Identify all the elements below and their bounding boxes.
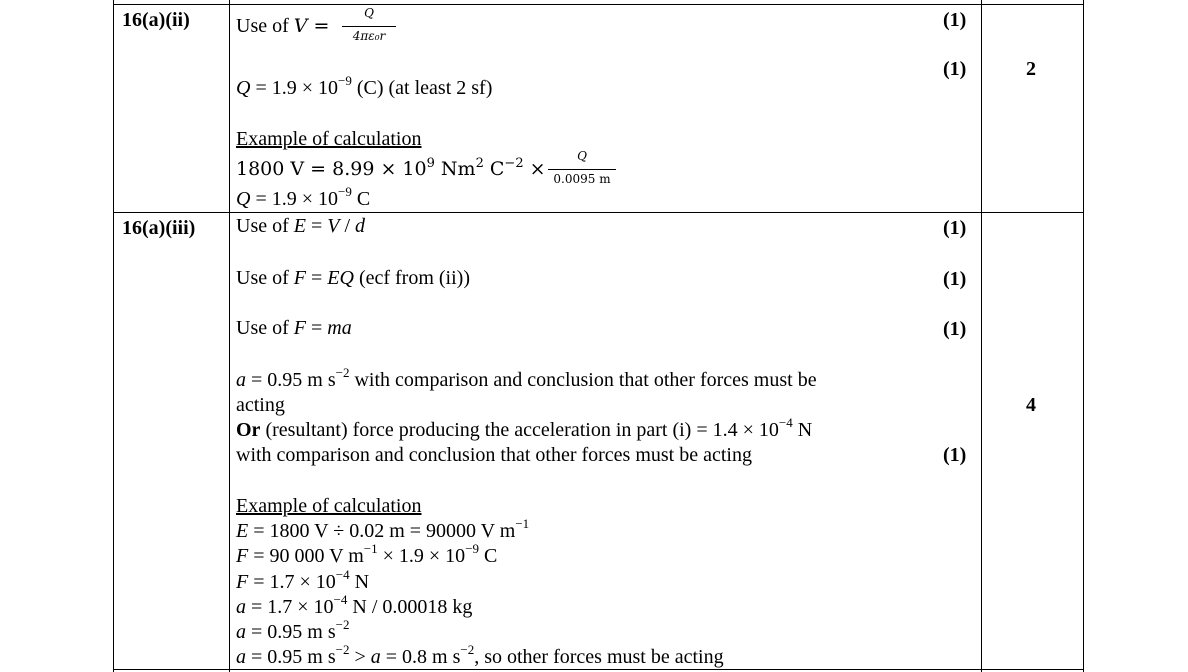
example-line-a3: a = 0.95 m $s^{-2} > a = 0.8$ m $s^{-2}$, so other forces must be acting bbox=[236, 642, 724, 668]
example-line-2: $Q = 1.9 \times 10^{-9}$ C bbox=[236, 184, 371, 210]
total-column-divider bbox=[981, 0, 982, 672]
row-divider bbox=[113, 212, 1083, 213]
answer-line-conclusion: with comparison and conclusion that other forces must be acting bbox=[236, 444, 752, 466]
question-column-divider bbox=[229, 0, 230, 672]
answer-line-use-of-f-ma: Use of F = ma bbox=[236, 317, 352, 339]
question-number: 16(a)(iii) bbox=[122, 217, 196, 239]
table-bottom-border bbox=[113, 669, 1083, 670]
total-marks: 4 bbox=[1026, 394, 1036, 416]
answer-line-acting: acting bbox=[236, 394, 285, 416]
table-top-border bbox=[113, 4, 1083, 5]
mark: (1) bbox=[943, 318, 967, 340]
example-line-1: 1800 $V = 8.99 \times 10^9$ Nm$^2$ $C^{-2}$ × bbox=[236, 155, 546, 180]
mark: (1) bbox=[943, 444, 967, 466]
mark: (1) bbox=[943, 9, 967, 31]
answer-line-acceleration: a = 0.95 m $s^{-2}$ with comparison and conclusion that other forces must be bbox=[236, 365, 817, 391]
answer-line-use-of-v: Use of V = bbox=[236, 15, 330, 37]
mark: (1) bbox=[943, 217, 967, 239]
answer-line-alternative: Or (resultant) force producing the acceleration in part $(i) = 1.4 \times 10^{-4}$ N bbox=[236, 415, 813, 441]
mark: (1) bbox=[943, 58, 967, 80]
mark: (1) bbox=[943, 268, 967, 290]
example-line-f2: $F = 1.7 \times 10^{-4}$ N bbox=[236, 567, 370, 593]
example-line-f1: F = 90 000 V $m^{-1} \times 1.9 \times 10^{-9}$ C bbox=[236, 541, 498, 567]
example-heading: Example of calculation bbox=[236, 128, 422, 150]
answer-line-use-of-f-eq: Use of F = EQ (ecf from (ii)) bbox=[236, 267, 470, 289]
example-fraction: Q 0.0095 m bbox=[548, 149, 616, 189]
total-marks: 2 bbox=[1026, 58, 1036, 80]
coulomb-fraction: Q 4πε₀r bbox=[342, 6, 396, 46]
answer-line-q-value: $Q = 1.9 \times 10^{-9}$ (C) (at least 2 sf) bbox=[236, 73, 493, 99]
answer-line-use-of-e: Use of E = V / d bbox=[236, 215, 366, 237]
question-number: 16(a)(ii) bbox=[122, 9, 190, 31]
example-line-a2: a = 0.95 m $s^{-2}$ bbox=[236, 617, 350, 643]
example-line-e: E = 1800 V ÷ 0.02 m = 90000 V $m^{-1}$ bbox=[236, 516, 530, 542]
example-heading: Example of calculation bbox=[236, 495, 422, 517]
table-left-border bbox=[113, 0, 114, 672]
table-right-border bbox=[1083, 0, 1084, 672]
example-line-a1: $a = 1.7 \times 10^{-4}$ N / 0.00018 kg bbox=[236, 592, 473, 618]
